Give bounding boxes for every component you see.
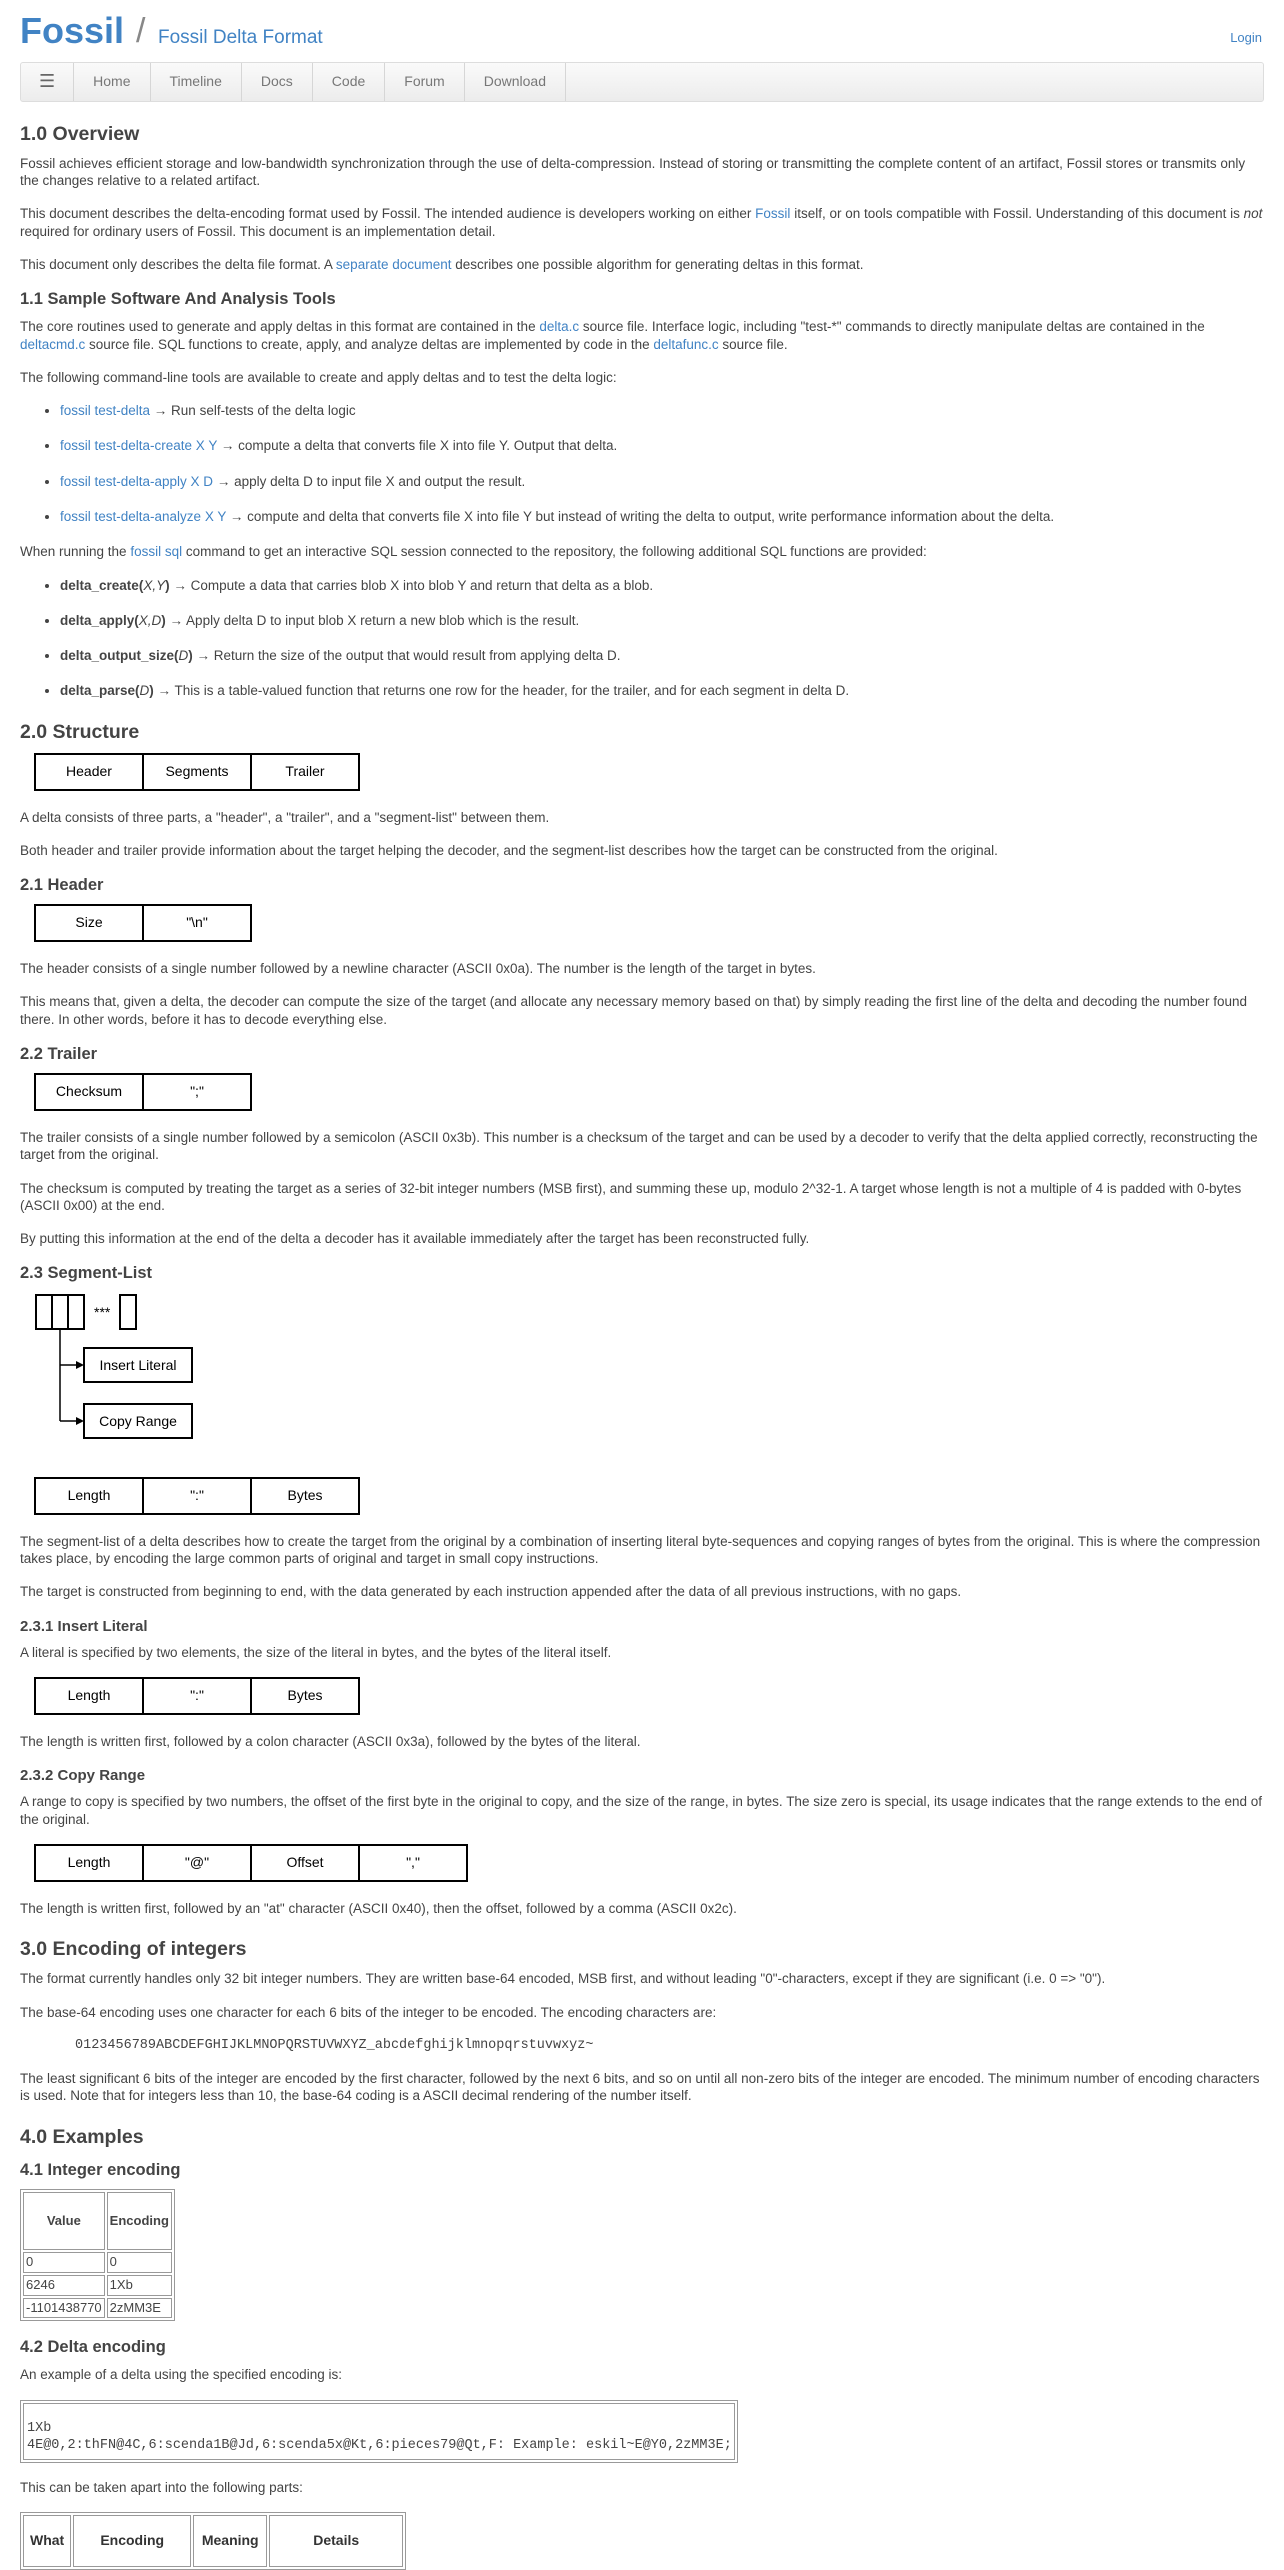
section-heading: 2.0 Structure <box>20 720 140 743</box>
paragraph: Both header and trailer provide information about the target helping the decoder, and the segment-list describes how the target can be constructed from the original. <box>20 842 998 858</box>
section-heading: 2.3.1 Insert Literal <box>20 1617 148 1635</box>
page-title: Fossil Delta Format <box>158 27 323 48</box>
section-heading: 1.1 Sample Software And Analysis Tools <box>20 290 336 309</box>
diagram-box: Offset <box>250 1844 360 1882</box>
nav-forum[interactable]: Forum <box>385 63 464 101</box>
copy-range-diagram <box>20 1844 1264 1882</box>
login-link[interactable]: Login <box>1230 30 1262 45</box>
paragraph: Fossil achieves efficient storage and low-bandwidth synchronization through the use of delta-compression. Instead of storing or transmitting the complete content of an artifact, Fossil stores or transmits only the changes relative to a related artifact. <box>20 155 1246 189</box>
list-item: • delta_parse(D) → This is a table-valued function that returns one row for the header, for the trailer, and for each segment in delta D. <box>60 682 1264 699</box>
table-cell: -1101438770 <box>23 2298 105 2319</box>
table-header: Encoding <box>107 2192 172 2251</box>
table-cell: 2zMM3E <box>107 2298 172 2319</box>
paragraph: This can be taken apart into the following parts: <box>20 2479 303 2495</box>
segment-diagram <box>20 1477 1264 1515</box>
content <box>0 122 1284 2570</box>
nav-code[interactable]: Code <box>313 63 385 101</box>
diagram-box: Bytes <box>250 1477 360 1515</box>
command-list <box>20 402 1264 525</box>
table-row <box>23 2298 172 2319</box>
integer-encoding-table <box>20 2189 175 2322</box>
paragraph: The length is written first, followed by a colon character (ASCII 0x3a), followed by the bytes of the literal. <box>20 1734 641 1750</box>
paragraph: The length is written first, followed by an "at" character (ASCII 0x40), then the offset, followed by a comma (ASCII 0x2c). <box>20 1901 737 1917</box>
paragraph: The core routines used to generate and apply deltas in this format are contained in the delta.c source file. Interface logic, including "test-*" commands to directly manipulate deltas are contained in the deltacmd.c source file. SQL functions to create, apply, and analyze deltas are implemented by code in the deltafunc.c source file. <box>20 319 1205 352</box>
hamburger-icon[interactable]: ☰ <box>21 63 74 101</box>
list-item: • delta_create(X,Y) → Compute a data that carries blob X into blob Y and return that delta as a blob. <box>60 577 1264 594</box>
ellipsis-label: *** <box>94 1303 111 1320</box>
diagram-box: Length <box>34 1677 144 1715</box>
insert-literal-diagram <box>20 1677 1264 1715</box>
diagram-box: ":" <box>142 1677 252 1715</box>
delta-line: 1Xb <box>27 2420 52 2436</box>
nav-home[interactable]: Home <box>74 63 150 101</box>
list-item: • delta_output_size(D) → Return the size of the output that would result from applying delta D. <box>60 647 1264 664</box>
paragraph: The checksum is computed by treating the target as a series of 32-bit integer numbers (MSB first), and summing these up, modulo 2^32-1. A target whose length is not a multiple of 4 is padded with 0-bytes (ASCII 0x00) at the end. <box>20 1180 1242 1213</box>
fossil-sql-link[interactable]: fossil sql <box>130 544 183 560</box>
diagram-box: "@" <box>142 1844 252 1882</box>
list-item: • fossil test-delta → Run self-tests of the delta logic <box>60 402 1264 419</box>
list-item: • fossil test-delta-apply X D → apply delta D to input file X and output the result. <box>60 473 1264 490</box>
fossil-link[interactable]: Fossil <box>755 206 791 222</box>
paragraph: The target is constructed from beginning to end, with the data generated by each instruction appended after the data of all previous instructions, with no gaps. <box>20 1584 962 1600</box>
diagram-box: "," <box>358 1844 468 1882</box>
paragraph: The trailer consists of a single number followed by a semicolon (ASCII 0x3b). This number is a checksum of the target and can be used by a decoder to verify that the delta applied correctly, reconstructing the target from the original. <box>20 1130 1258 1163</box>
deltafunc-c-link[interactable]: deltafunc.c <box>653 336 719 352</box>
paragraph: The following command-line tools are available to create and apply deltas and to test the delta logic: <box>20 369 617 385</box>
paragraph: When running the fossil sql command to get an interactive SQL session connected to the repository, the following additional SQL functions are provided: <box>20 544 927 560</box>
site-logo[interactable]: Fossil <box>20 10 125 51</box>
diagram-box: ":" <box>142 1477 252 1515</box>
separate-document-link[interactable]: separate document <box>335 257 452 273</box>
command-link[interactable]: fossil test-delta-create X Y <box>60 438 218 454</box>
paragraph: The segment-list of a delta describes how to create the target from the original by a combination of inserting literal byte-sequences and copying ranges of bytes from the original. This is where the compression takes place, by encoding the large common parts of original and target in small copy instructions. <box>20 1533 1261 1567</box>
table-header: Value <box>23 2192 105 2251</box>
paragraph: The base-64 encoding uses one character for each 6 bits of the integer to be encoded. The encoding characters are: <box>20 2004 717 2020</box>
segment-cell <box>36 1295 52 1329</box>
delta-c-link[interactable]: delta.c <box>539 319 580 335</box>
delta-parts-table <box>20 2512 406 2570</box>
title-separator: / <box>136 12 146 50</box>
section-heading: 4.2 Delta encoding <box>20 2338 166 2357</box>
trailer-diagram <box>20 1073 1264 1111</box>
list-item: • fossil test-delta-analyze X Y → compute and delta that converts file X into file Y but instead of writing the delta to output, write performance information about the delta. <box>60 508 1264 525</box>
section-heading: 2.1 Header <box>20 876 104 895</box>
nav-timeline[interactable]: Timeline <box>151 63 242 101</box>
paragraph: A delta consists of three parts, a "header", a "trailer", and a "segment-list" between them. <box>20 809 550 825</box>
deltacmd-c-link[interactable]: deltacmd.c <box>20 336 86 352</box>
delta-example <box>20 2400 738 2463</box>
table-row <box>23 2252 172 2273</box>
table-cell: 1Xb <box>107 2275 172 2296</box>
diagram-box: Segments <box>142 753 252 791</box>
list-item: • delta_apply(X,D) → Apply delta D to input blob X return a new blob which is the result. <box>60 612 1264 629</box>
nav-docs[interactable]: Docs <box>242 63 313 101</box>
paragraph: The least significant 6 bits of the integer are encoded by the first character, followed by the next 6 bits, and so on until all non-zero bits of the integer are encoded. The minimum number of encoding characters is used. Note that for integers less than 10, the base-64 coding is a ASCII decimal rendering of the number itself. <box>20 2071 1260 2104</box>
site-header <box>0 0 1284 58</box>
diagram-box: Header <box>34 753 144 791</box>
arrow-icon <box>76 1361 84 1369</box>
diagram-box: Bytes <box>250 1677 360 1715</box>
paragraph: The format currently handles only 32 bit integer numbers. They are written base-64 encoded, MSB first, and without leading "0"-characters, except if they are significant (i.e. 0 => "0"). <box>20 1971 1106 1987</box>
paragraph: A range to copy is specified by two numbers, the offset of the first byte in the original to copy, and the size of the range, in bytes. The size zero is special, its usage indicates that the range extends to the end of the original. <box>20 1794 1262 1827</box>
function-list <box>20 577 1264 700</box>
diagram-box: Length <box>34 1844 144 1882</box>
paragraph: The header consists of a single number followed by a newline character (ASCII 0x0a). The number is the length of the target in bytes. <box>20 961 816 977</box>
header-diagram <box>20 904 1264 942</box>
section-heading: 3.0 Encoding of integers <box>20 1938 247 1961</box>
table-cell: 0 <box>107 2252 172 2273</box>
diagram-box: Length <box>34 1477 144 1515</box>
section-heading: 1.0 Overview <box>20 123 140 145</box>
section-heading: 4.1 Integer encoding <box>20 2160 181 2179</box>
section-heading: 4.0 Examples <box>20 2125 144 2148</box>
segment-list-diagram <box>20 1293 1264 1467</box>
nav-download[interactable]: Download <box>465 63 566 101</box>
section-heading: 2.3 Segment-List <box>20 1264 153 1283</box>
segment-cell <box>120 1295 136 1329</box>
table-row <box>23 2275 172 2296</box>
delta-line: 4E@0,2:thFN@4C,6:scenda1B@Jd,6:scenda5x@Kt,6:pieces79@Qt,F: Example: eskil~E@Y0,2zMM3E; <box>27 2438 732 2454</box>
insert-literal-label: Insert Literal <box>99 1356 177 1373</box>
copy-range-label: Copy Range <box>99 1412 177 1429</box>
table-cell: 0 <box>23 2252 105 2273</box>
paragraph: An example of a delta using the specified encoding is: <box>20 2367 342 2383</box>
diagram-box: Trailer <box>250 753 360 791</box>
segment-cell <box>52 1295 68 1329</box>
arrow-icon <box>76 1417 84 1425</box>
command-link[interactable]: fossil test-delta <box>60 403 151 419</box>
segment-cell <box>68 1295 84 1329</box>
table-header: Meaning <box>193 2515 267 2567</box>
diagram-box: Checksum <box>34 1073 144 1111</box>
command-link[interactable]: fossil test-delta-analyze X Y <box>60 508 227 524</box>
paragraph: A literal is specified by two elements, the size of the literal in bytes, and the bytes of the literal itself. <box>20 1644 612 1660</box>
encoding-characters: 0123456789ABCDEFGHIJKLMNOPQRSTUVWXYZ_abcdefghijklmnopqrstuvwxyz~ <box>75 2037 594 2053</box>
paragraph: This means that, given a delta, the decoder can compute the size of the target (and allocate any necessary memory based on that) by simply reading the first line of the delta and decoding the number found there. In other words, before it has to decode everything else. <box>20 994 1247 1027</box>
table-header: Details <box>269 2515 403 2567</box>
main-menu <box>20 62 1264 102</box>
structure-diagram <box>20 753 1264 791</box>
paragraph: This document describes the delta-encoding format used by Fossil. The intended audience is developers working on either Fossil itself, or on tools compatible with Fossil. Understanding of this document is not required for ordinary users of Fossil. This document is an implementation detail. <box>20 206 1263 239</box>
paragraph: By putting this information at the end of the delta a decoder has it available immediately after the target has been reconstructed fully. <box>20 1231 810 1247</box>
diagram-box: ";" <box>142 1073 252 1111</box>
paragraph: This document only describes the delta file format. A separate document describes one possible algorithm for generating deltas in this format. <box>20 257 864 273</box>
table-header: Encoding <box>73 2515 191 2567</box>
section-heading: 2.2 Trailer <box>20 1044 98 1063</box>
list-item: • fossil test-delta-create X Y → compute a delta that converts file X into file Y. Output that delta. <box>60 437 1264 454</box>
section-heading: 2.3.2 Copy Range <box>20 1767 146 1785</box>
table-cell: 6246 <box>23 2275 105 2296</box>
diagram-box: Size <box>34 904 144 942</box>
table-header: What <box>23 2515 71 2567</box>
diagram-box: "\n" <box>142 904 252 942</box>
command-link[interactable]: fossil test-delta-apply X D <box>60 473 214 489</box>
